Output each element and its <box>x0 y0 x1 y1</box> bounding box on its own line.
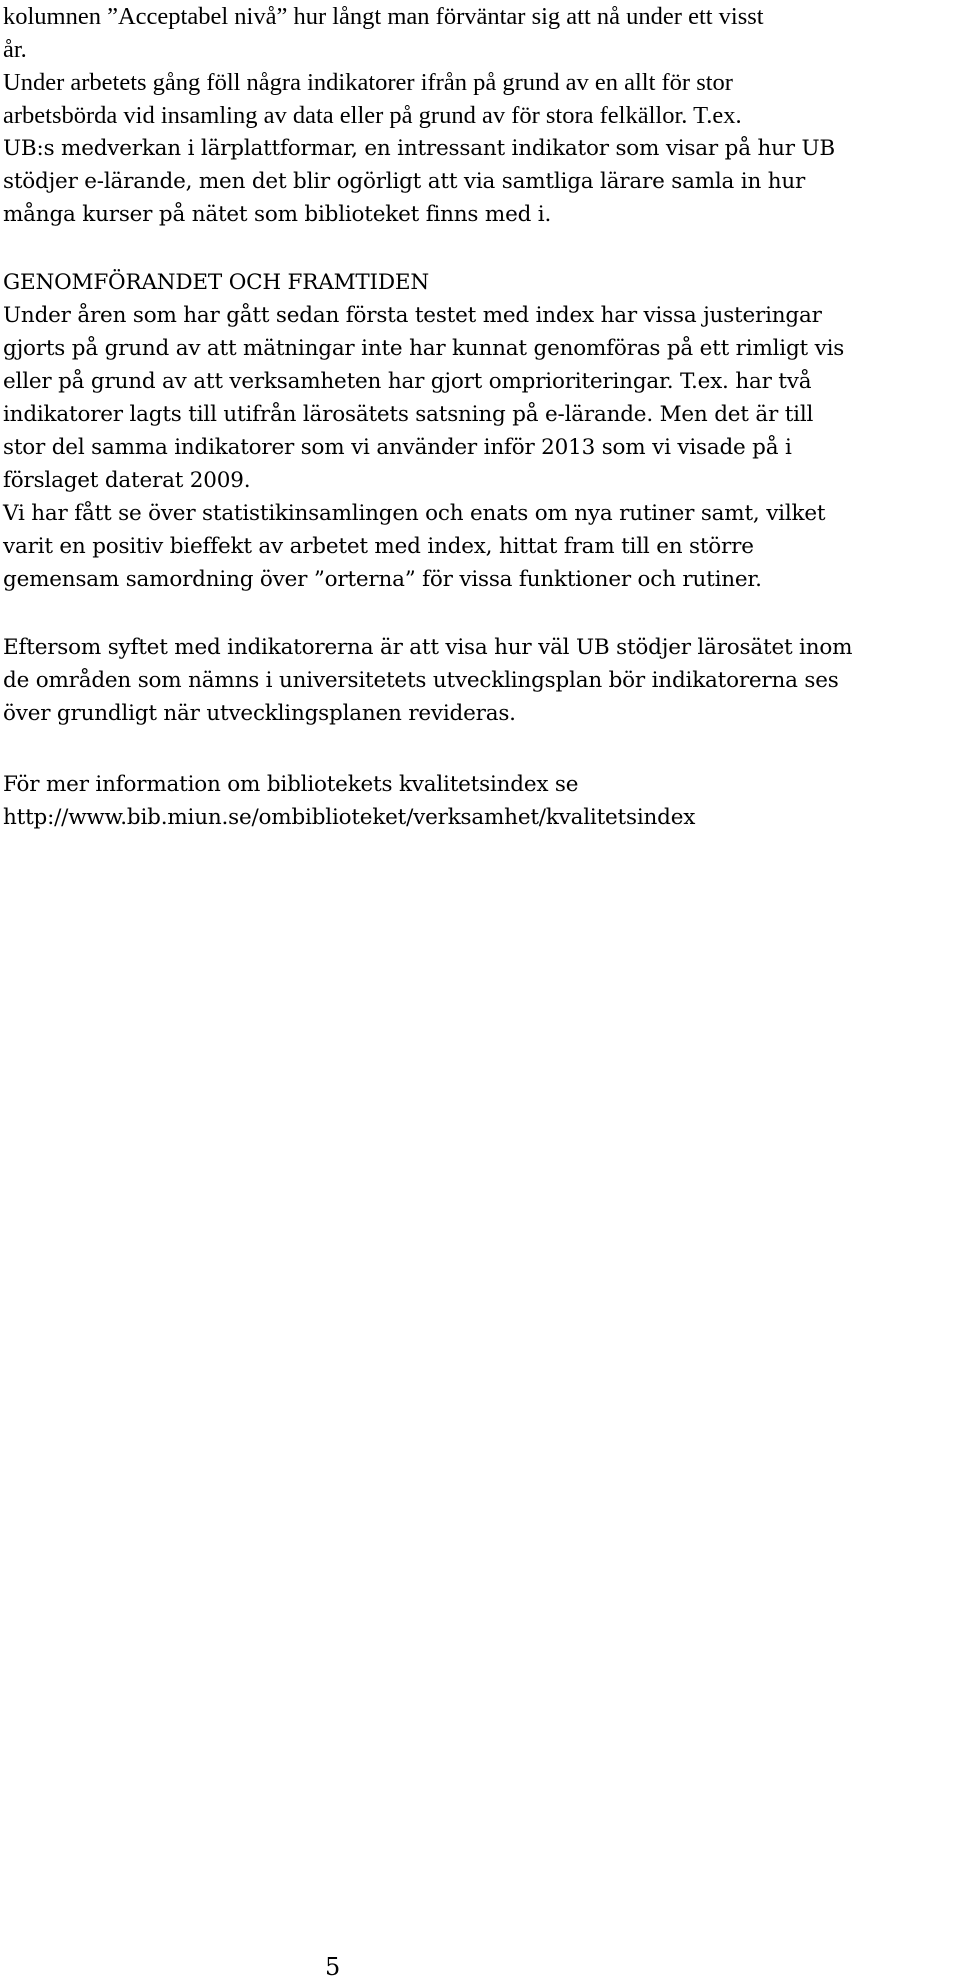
text-line: arbetsbörda vid insamling av data eller på grund av för stora felkällor. T.ex. <box>3 102 742 129</box>
text-line: http://www.bib.miun.se/ombiblioteket/verksamhet/kvalitetsindex <box>3 805 696 830</box>
text-line: kolumnen ”Acceptabel nivå” hur långt man förväntar sig att nå under ett visst <box>3 3 764 30</box>
text-line: stor del samma indikatorer som vi använder inför 2013 som vi visade på i <box>3 435 792 460</box>
text-line: UB:s medverkan i lärplattformar, en intressant indikator som visar på hur UB <box>3 136 835 161</box>
text-line: Under arbetets gång föll några indikatorer ifrån på grund av en allt för stor <box>3 69 733 96</box>
document-page <box>3 0 955 834</box>
text-line: indikatorer lagts till utifrån lärosätets satsning på e-lärande. Men det är till <box>3 402 814 427</box>
text-line: Eftersom syftet med indikatorerna är att visa hur väl UB stödjer lärosätet inom <box>3 635 853 660</box>
text-line: Vi har fått se över statistikinsamlingen och enats om nya rutiner samt, vilket <box>3 501 826 526</box>
paragraph-gap <box>3 730 955 768</box>
paragraph-gap <box>3 596 955 631</box>
text-line: gjorts på grund av att mätningar inte har kunnat genomföras på ett rimligt vis <box>3 336 845 361</box>
text-line: eller på grund av att verksamheten har gjort omprioriteringar. T.ex. har två <box>3 369 812 394</box>
text-line: stödjer e-lärande, men det blir ogörligt att via samtliga lärare samla in hur <box>3 169 806 194</box>
text-line: varit en positiv bieffekt av arbetet med index, hittat fram till en större <box>3 534 754 559</box>
text-line: Under åren som har gått sedan första testet med index har vissa justeringar <box>3 303 822 328</box>
text-line: de områden som nämns i universitetets utvecklingsplan bör indikatorerna ses <box>3 668 839 693</box>
text-line: många kurser på nätet som biblioteket finns med i. <box>3 202 552 227</box>
text-line: För mer information om bibliotekets kvalitetsindex se <box>3 772 579 797</box>
paragraph-gap <box>3 231 955 266</box>
text-line: förslaget daterat 2009. <box>3 468 251 493</box>
text-line: GENOMFÖRANDET OCH FRAMTIDEN <box>3 270 429 295</box>
page-number: 5 <box>325 1953 341 1981</box>
text-line: år. <box>3 36 27 63</box>
text-line: över grundligt när utvecklingsplanen revideras. <box>3 701 516 726</box>
text-line: gemensam samordning över ”orterna” för vissa funktioner och rutiner. <box>3 567 762 592</box>
